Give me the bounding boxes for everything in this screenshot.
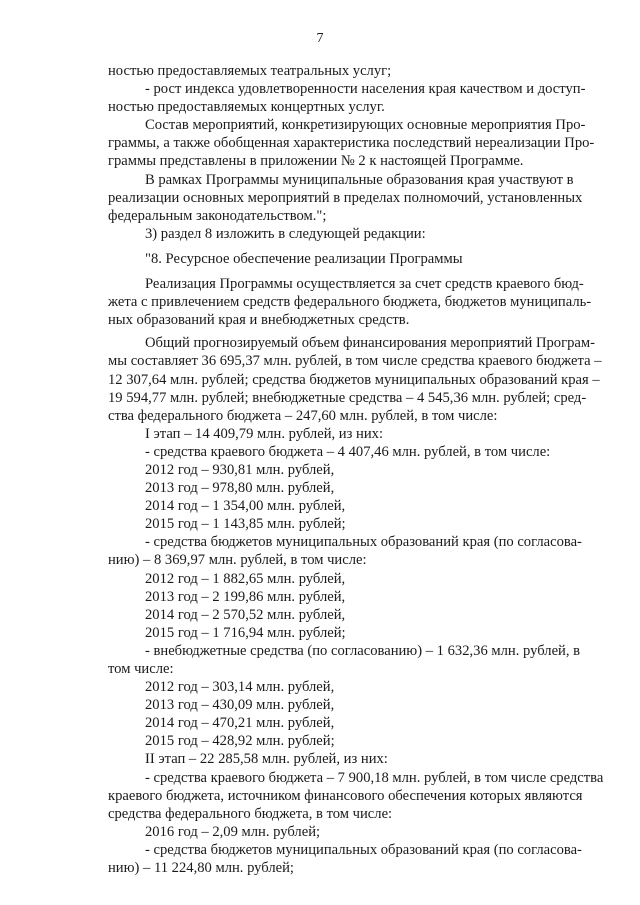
text-line: 2016 год – 2,09 млн. рублей; bbox=[145, 823, 321, 840]
text-line: 12 307,64 млн. рублей; средства бюджетов муниципальных образований края – bbox=[108, 371, 600, 388]
text-line: 2012 год – 930,81 млн. рублей, bbox=[145, 461, 335, 478]
text-line: - средства бюджетов муниципальных образований края (по согласова- bbox=[145, 841, 582, 858]
text-line: - средства краевого бюджета – 4 407,46 млн. рублей, в том числе: bbox=[145, 443, 551, 460]
text-line: I этап – 14 409,79 млн. рублей, из них: bbox=[145, 425, 383, 442]
text-line: II этап – 22 285,58 млн. рублей, из них: bbox=[145, 751, 388, 768]
text-line: нию) – 11 224,80 млн. рублей; bbox=[108, 860, 294, 877]
text-line: 2012 год – 303,14 млн. рублей, bbox=[145, 679, 335, 696]
text-line: Состав мероприятий, конкретизирующих основные мероприятия Про- bbox=[145, 117, 586, 134]
text-line: мы составляет 36 695,37 млн. рублей, в том числе средства краевого бюджета – bbox=[108, 353, 602, 370]
text-line: 2014 год – 470,21 млн. рублей, bbox=[145, 715, 335, 732]
text-line: краевого бюджета, источником финансового обеспечения которых являются bbox=[108, 787, 583, 804]
text-line: том числе: bbox=[108, 661, 174, 677]
text-line: 2015 год – 428,92 млн. рублей; bbox=[145, 733, 335, 750]
text-line: федеральным законодательством."; bbox=[108, 207, 327, 224]
text-line: - средства краевого бюджета – 7 900,18 млн. рублей, в том числе средства bbox=[145, 769, 604, 786]
text-line: ства федерального бюджета – 247,60 млн. рублей, в том числе: bbox=[108, 407, 498, 424]
text-line: Общий прогнозируемый объем финансирования мероприятий Програм- bbox=[145, 335, 595, 352]
text-line: реализации основных мероприятий в пределах полномочий, установленных bbox=[108, 189, 583, 206]
text-line: - рост индекса удовлетворенности населения края качеством и доступ- bbox=[145, 81, 586, 98]
text-line: 2015 год – 1 716,94 млн. рублей; bbox=[145, 624, 346, 641]
text-line: 3) раздел 8 изложить в следующей редакции: bbox=[145, 225, 426, 242]
text-line: - средства бюджетов муниципальных образований края (по согласова- bbox=[145, 534, 582, 551]
text-line: жета с привлечением средств федерального бюджета, бюджетов муниципаль- bbox=[108, 294, 592, 311]
document-body bbox=[108, 62, 604, 877]
text-line: В рамках Программы муниципальные образования края участвуют в bbox=[145, 171, 574, 188]
text-line: ностью предоставляемых театральных услуг; bbox=[108, 63, 392, 79]
page-number: 7 bbox=[316, 31, 324, 46]
text-line: 2014 год – 2 570,52 млн. рублей, bbox=[145, 606, 346, 623]
text-line: граммы, а также обобщенная характеристика последствий нереализации Про- bbox=[108, 135, 595, 152]
text-line: 2013 год – 2 199,86 млн. рублей, bbox=[145, 588, 346, 605]
text-line: 2013 год – 978,80 млн. рублей, bbox=[145, 480, 335, 497]
text-line: граммы представлены в приложении № 2 к настоящей Программе. bbox=[108, 153, 524, 170]
text-line: ностью предоставляемых концертных услуг. bbox=[108, 99, 385, 116]
text-line: 19 594,77 млн. рублей; внебюджетные средства – 4 545,36 млн. рублей; сред- bbox=[108, 389, 587, 406]
text-line: 2014 год – 1 354,00 млн. рублей, bbox=[145, 498, 346, 515]
text-line: средства федерального бюджета, в том числе: bbox=[108, 805, 393, 822]
text-line: - внебюджетные средства (по согласованию) – 1 632,36 млн. рублей, в bbox=[145, 642, 581, 659]
text-line: 2015 год – 1 143,85 млн. рублей; bbox=[145, 516, 346, 533]
text-line: ных образований края и внебюджетных средств. bbox=[108, 312, 410, 329]
text-line: нию) – 8 369,97 млн. рублей, в том числе: bbox=[108, 552, 367, 569]
text-line: Реализация Программы осуществляется за счет средств краевого бюд- bbox=[145, 276, 584, 293]
text-line: 2013 год – 430,09 млн. рублей, bbox=[145, 697, 335, 714]
text-line: 2012 год – 1 882,65 млн. рублей, bbox=[145, 570, 346, 587]
text-line: "8. Ресурсное обеспечение реализации Программы bbox=[145, 250, 463, 267]
